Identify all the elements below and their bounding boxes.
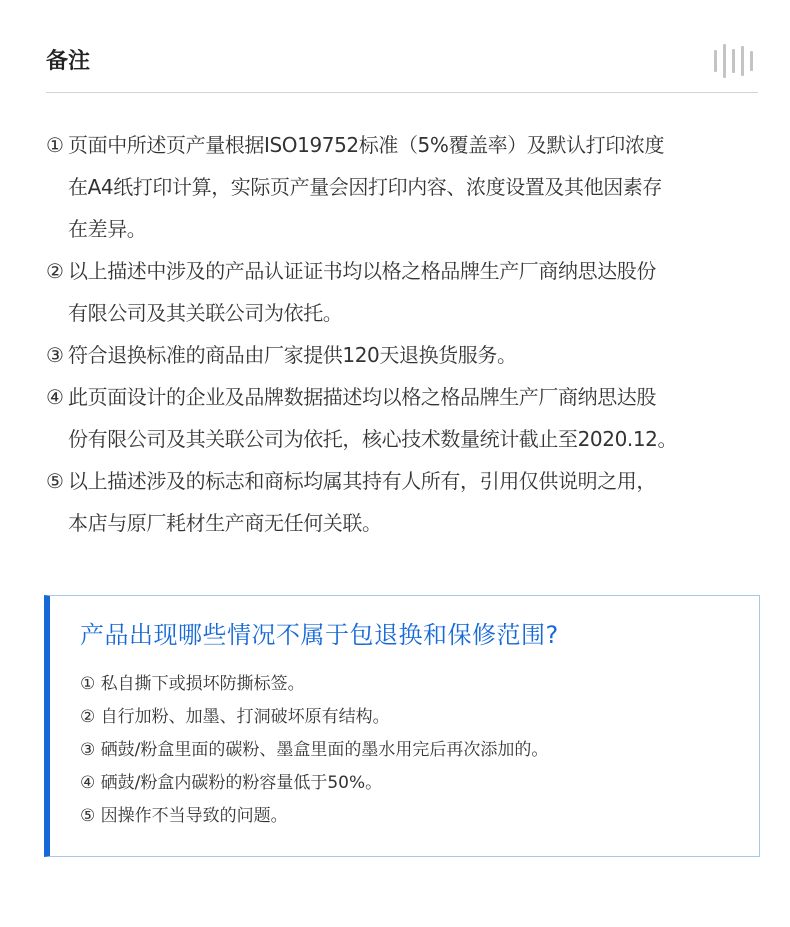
list-item: ② 自行加粉、加墨、打洞破坏原有结构。 xyxy=(80,707,390,727)
note-number: ④ xyxy=(46,385,64,409)
note-line: 本店与原厂耗材生产商无任何关联。 xyxy=(68,511,382,535)
note-line: 在差异。 xyxy=(68,217,147,241)
bar xyxy=(741,46,744,76)
bar xyxy=(750,51,753,71)
note-number: ⑤ xyxy=(46,469,64,493)
note-item xyxy=(46,460,758,544)
note-line: 页面中所述页产量根据ISO19752标准（5%覆盖率）及默认打印浓度 xyxy=(68,133,665,157)
exclusions-list xyxy=(80,668,548,833)
note-line: 此页面设计的企业及品牌数据描述均以格之格品牌生产厂商纳思达股 xyxy=(68,385,656,409)
list-item: ③ 硒鼓/粉盒里面的碳粉、墨盒里面的墨水用完后再次添加的。 xyxy=(80,740,549,760)
audio-bars-icon xyxy=(714,44,758,78)
bar xyxy=(732,49,735,73)
notes-header xyxy=(46,44,758,93)
note-line: 以上描述中涉及的产品认证证书均以格之格品牌生产厂商纳思达股份 xyxy=(68,259,656,283)
bar xyxy=(723,44,726,78)
note-line: 有限公司及其关联公司为依托。 xyxy=(68,301,343,325)
section-title: 备注 xyxy=(46,49,91,74)
note-number: ③ xyxy=(46,343,64,367)
notes-list xyxy=(46,124,758,544)
note-line: 份有限公司及其关联公司为依托，核心技术数量统计截止至2020.12。 xyxy=(68,427,678,451)
note-line: 以上描述涉及的标志和商标均属其持有人所有，引用仅供说明之用， xyxy=(68,469,656,493)
note-line: 符合退换标准的商品由厂家提供120天退换货服务。 xyxy=(68,343,517,367)
note-number: ② xyxy=(46,259,64,283)
note-number: ① xyxy=(46,133,64,157)
note-item xyxy=(46,250,758,334)
note-line: 在A4纸打印计算，实际页产量会因打印内容、浓度设置及其他因素存 xyxy=(68,175,663,199)
box-title: 产品出现哪些情况不属于包退换和保修范围? xyxy=(80,621,559,649)
bar xyxy=(714,50,717,72)
note-item xyxy=(46,376,758,460)
list-item: ① 私自撕下或损坏防撕标签。 xyxy=(80,674,305,694)
list-item: ④ 硒鼓/粉盒内碳粉的粉容量低于50%。 xyxy=(80,773,383,793)
list-item: ⑤ 因操作不当导致的问题。 xyxy=(80,806,288,826)
note-item xyxy=(46,124,758,250)
note-item xyxy=(46,334,758,376)
warranty-exclusions-box xyxy=(44,595,760,857)
